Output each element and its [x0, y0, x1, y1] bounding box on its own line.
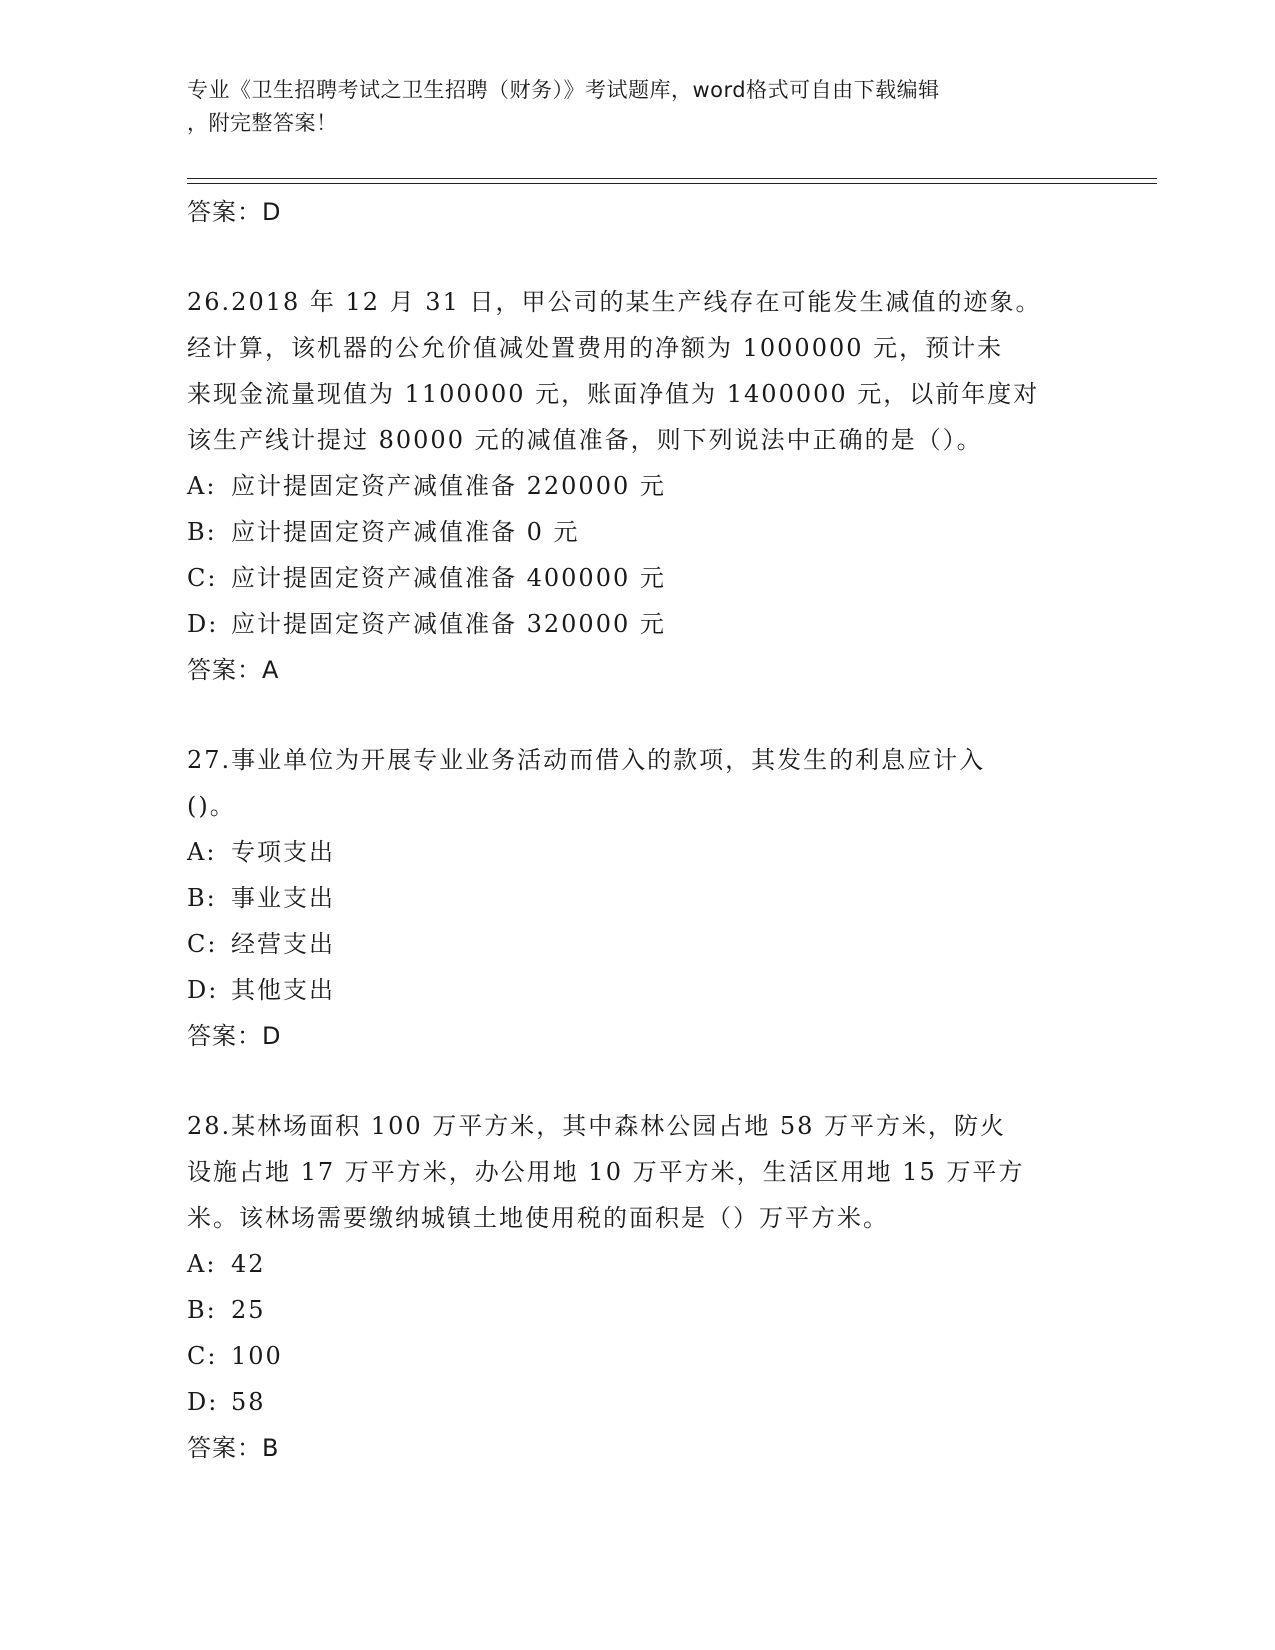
option-letter: B:	[187, 518, 217, 546]
question-26	[187, 279, 1087, 463]
question-list	[187, 189, 1087, 1471]
question-text-line: 26.2018 年 12 月 31 日，甲公司的某生产线存在可能发生减值的迹象。	[187, 288, 1042, 316]
option-d	[187, 1379, 1087, 1425]
question-text-line: 经计算，该机器的公允价值减处置费用的净额为 1000000 元，预计未	[187, 334, 1004, 362]
option-text: 事业支出	[231, 884, 335, 912]
option-text: 应计提固定资产减值准备 0 元	[231, 518, 580, 546]
option-text: 其他支出	[231, 976, 335, 1004]
option-letter: D:	[187, 1388, 219, 1416]
question-text-line: 来现金流量现值为 1100000 元，账面净值为 1400000 元，以前年度对	[187, 380, 1040, 408]
option-letter: C:	[187, 1342, 218, 1370]
option-letter: A:	[187, 472, 217, 500]
question-27	[187, 737, 1087, 829]
answer-26: 答案：A	[187, 656, 280, 684]
option-text: 应计提固定资产减值准备 320000 元	[231, 610, 666, 638]
option-d	[187, 601, 1087, 647]
question-text-line: ()。	[187, 792, 236, 820]
option-a	[187, 463, 1087, 509]
option-text: 应计提固定资产减值准备 400000 元	[231, 564, 666, 592]
option-text: 应计提固定资产减值准备 220000 元	[231, 472, 666, 500]
option-letter: B:	[187, 884, 217, 912]
header-divider-top	[187, 178, 1157, 179]
previous-answer: 答案：D	[187, 198, 282, 226]
question-text-line: 米。该林场需要缴纳城镇土地使用税的面积是（）万平方米。	[187, 1204, 889, 1232]
option-letter: C:	[187, 564, 218, 592]
question-28	[187, 1103, 1087, 1241]
option-c	[187, 555, 1087, 601]
option-text: 25	[231, 1296, 266, 1324]
option-letter: C:	[187, 930, 218, 958]
question-text-line: 该生产线计提过 80000 元的减值准备，则下列说法中正确的是（）。	[187, 426, 983, 454]
answer-28: 答案：B	[187, 1434, 280, 1462]
option-text: 42	[231, 1250, 266, 1278]
option-text: 58	[231, 1388, 266, 1416]
option-c	[187, 1333, 1087, 1379]
option-a	[187, 829, 1087, 875]
question-text-line: 设施占地 17 万平方米，办公用地 10 万平方米，生活区用地 15 万平方	[187, 1158, 1025, 1186]
option-letter: A:	[187, 1250, 217, 1278]
header-line-1: 专业《卫生招聘考试之卫生招聘（财务）》考试题库，word格式可自由下载编辑	[187, 78, 940, 102]
option-text: 经营支出	[231, 930, 335, 958]
option-letter: A:	[187, 838, 217, 866]
question-text-line: 27.事业单位为开展专业业务活动而借入的款项，其发生的利息应计入	[187, 746, 986, 774]
option-letter: D:	[187, 610, 219, 638]
option-b	[187, 1287, 1087, 1333]
option-text: 100	[231, 1342, 283, 1370]
question-text-line: 28.某林场面积 100 万平方米，其中森林公园占地 58 万平方米，防火	[187, 1112, 1007, 1140]
document-header	[187, 74, 1067, 140]
option-a	[187, 1241, 1087, 1287]
option-d	[187, 967, 1087, 1013]
header-line-2: ，附完整答案！	[187, 111, 338, 135]
header-divider-bottom	[187, 183, 1157, 184]
option-b	[187, 509, 1087, 555]
option-b	[187, 875, 1087, 921]
option-text: 专项支出	[231, 838, 335, 866]
answer-27: 答案：D	[187, 1022, 282, 1050]
option-letter: D:	[187, 976, 219, 1004]
option-letter: B:	[187, 1296, 217, 1324]
option-c	[187, 921, 1087, 967]
